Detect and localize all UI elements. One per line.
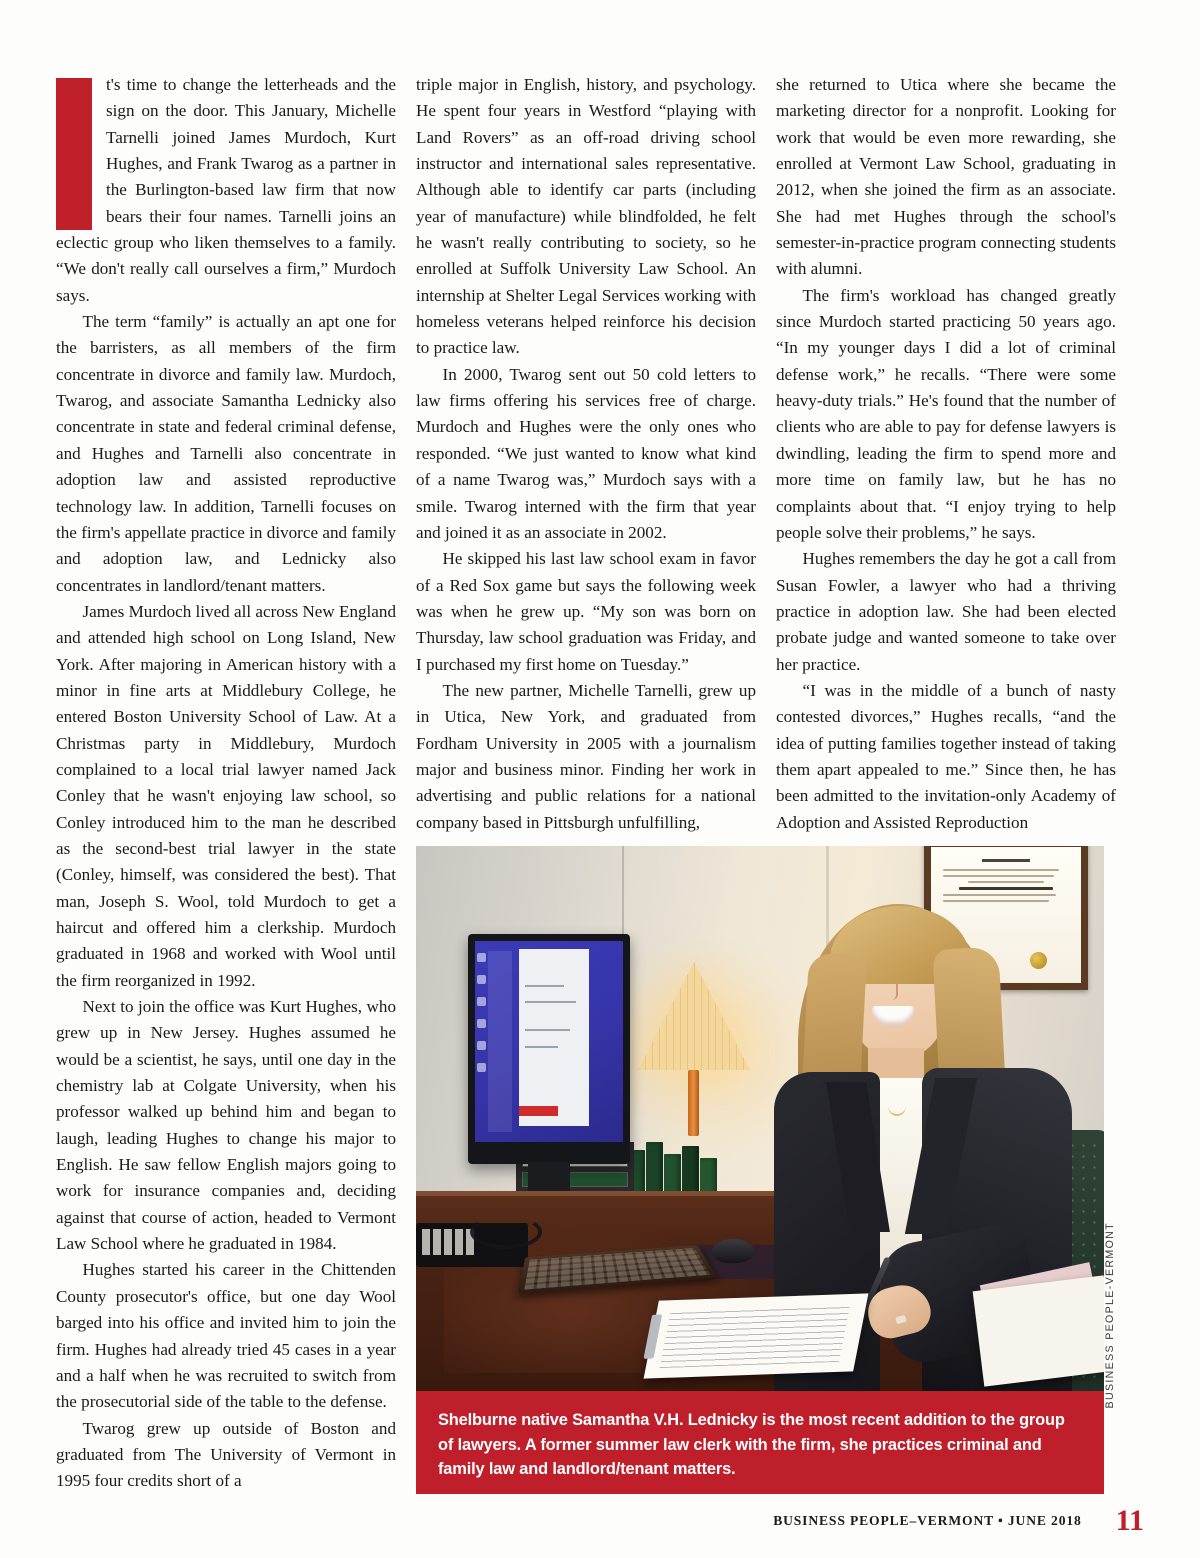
screen-icon — [477, 953, 486, 962]
column-left — [56, 72, 396, 1491]
paragraph: James Murdoch lived all across New England and attended high school on Long Island, New York. After majoring in American history with a minor in fine arts at Middlebury College, he entered Boston University School of Law. At a Christmas party in Middlebury, Murdoch complained to a local trial lawyer named Jack Conley that he wasn't enjoying law school, so Conley introduced him to the man he described as the second-best trial lawyer in the state (Conley, himself, was considered the best). That man, Joseph S. Wool, told Murdoch to get a haircut and offered him a clerkship. Murdoch graduated in 1968 and worked with Wool until the firm reorganized in 1992. — [56, 601, 396, 990]
column-right — [776, 72, 1116, 832]
screen-icon — [477, 1019, 486, 1028]
photograph — [416, 846, 1104, 1391]
monitor-screen — [475, 941, 623, 1142]
screen-icon — [477, 1041, 486, 1050]
screen-text-line — [525, 1001, 575, 1003]
page-footer — [0, 1488, 1200, 1558]
paragraph: Hughes remembers the day he got a call from Susan Fowler, a lawyer who had a thriving practice in adoption law. She had been elected probate judge and wanted someone to take over her practice. — [776, 549, 1116, 674]
computer-mouse — [712, 1239, 754, 1263]
footer-issue: JUNE 2018 — [1007, 1513, 1082, 1528]
article-figure — [416, 846, 1104, 1494]
paragraph: triple major in English, history, and psychology. He spent four years in Westford “playing with Land Rovers” as an off-road driving school instructor and international sales representative. Although able to identify car parts (including year of manufacture) while blindfolded, he felt he wasn't really contributing to society, so he enrolled at Suffolk University Law School. An internship at Shelter Legal Services working with homeless veterans helped reinforce his decision to practice law. — [416, 75, 756, 358]
drop-cap — [56, 78, 92, 230]
page-number: 11 — [1115, 1504, 1144, 1537]
necklace — [888, 1096, 906, 1116]
notepad — [644, 1293, 869, 1378]
photo-credit: BUSINESS PEOPLE-VERMONT — [1104, 1222, 1116, 1409]
computer-monitor — [468, 934, 630, 1164]
paper-stack — [973, 1275, 1104, 1386]
phone-keypad — [422, 1229, 476, 1255]
paragraph: The new partner, Michelle Tarnelli, grew up in Utica, New York, and graduated from Fordham University in 2005 with a journalism major and business minor. Finding her work in advertising and public relations for a national company based in Pittsburgh unfulfilling, — [416, 680, 756, 832]
nose — [886, 982, 898, 1000]
paragraph: He skipped his last law school exam in favor of a Red Sox game but says the following week was when he grew up. “My son was born on Thursday, law school graduation was Friday, and I purchased my first home on Tuesday.” — [416, 549, 756, 674]
paragraph: In 2000, Twarog sent out 50 cold letters to law firms offering his services free of charge. Murdoch and Hughes were the only ones who responded. “We just wanted to know what kind of a name Twarog was,” Murdoch says with a smile. Twarog interned with the firm that year and joined it as an associate in 2002. — [416, 364, 756, 542]
paragraph-text: t's time to change the letterheads and the sign on the door. This January, Michelle Tarnelli joined James Murdoch, Kurt Hughes, and Frank Twarog as a partner in the Burlington-based law firm that now bears their four names. Tarnelli joins an eclectic group who liken themselves to a family. “We don't really call ourselves a firm,” Murdoch says. — [56, 75, 396, 305]
diploma-heading — [982, 859, 1030, 862]
screen-highlight-bar — [519, 1106, 557, 1116]
paragraph: Hughes started his career in the Chittenden County prosecutor's office, but one day Wool barged into his office and invited him to join the firm. Hughes had already tried 45 cases in a year and a half when he was recruited to switch from the prosecutorial side of the table to the defense. — [56, 1260, 396, 1412]
screen-icon — [477, 975, 486, 984]
paragraph: Next to join the office was Kurt Hughes, who grew up in New Jersey. Hughes assumed he would be a scientist, he says, until one day in the chemistry lab at Colgate University, when his professor walked up behind him and began to laugh, leading Hughes to change his major to English. He saw fellow English majors going to work for insurance companies and, deciding against that course of action, headed to Vermont Law School where he graduated in 1984. — [56, 997, 396, 1254]
figure-caption-bar — [416, 1391, 1104, 1494]
footer-row — [773, 1506, 1144, 1536]
paragraph: she returned to Utica where she became the marketing director for a nonprofit. Looking for work that would be even more rewarding, she enrolled at Vermont Law School, graduating in 2012, when she joined the firm as an associate. She had met Hughes through the school's semester-in-practice program connecting students with alumni. — [776, 75, 1116, 279]
screen-text-line — [525, 1046, 558, 1048]
figure-caption-text: Shelburne native Samantha V.H. Lednicky is the most recent addition to the group of lawyers. A former summer law clerk with the firm, she practices criminal and family law and landlord/tenant matters. — [438, 1411, 1065, 1479]
phone-cord — [470, 1215, 542, 1249]
footer-publication: BUSINESS PEOPLE–VERMONT — [773, 1513, 994, 1528]
footer-separator: • — [998, 1513, 1004, 1528]
diploma-line — [943, 875, 1054, 877]
paragraph — [56, 72, 396, 309]
screen-icon — [477, 1063, 486, 1072]
screen-icon — [477, 997, 486, 1006]
screen-text-line — [525, 985, 563, 987]
footer-publication-line — [773, 1513, 1081, 1529]
paragraph: Twarog grew up outside of Boston and graduated from The University of Vermont in 1995 four credits short of a — [56, 1418, 396, 1491]
column-middle — [416, 72, 756, 832]
diploma-line — [943, 869, 1059, 871]
paragraph: The term “family” is actually an apt one for the barristers, as all members of the firm concentrate in divorce and family law. Murdoch, Twarog, and associate Samantha Lednicky also concentrate in state and federal criminal defense, and Hughes and Tarnelli also concentrate in adoption law and assisted reproductive technology law. In addition, Tarnelli focuses on the firm's appellate practice in divorce and family and adoption law, and Lednicky also concentrates in landlord/tenant matters. — [56, 312, 396, 595]
paragraph: “I was in the middle of a bunch of nasty contested divorces,” Hughes recalls, “and the idea of putting families together instead of taking them apart appealed to me.” Since then, he has been admitted to the invitation-only Academy of Adoption and Assisted Reproduction — [776, 680, 1116, 832]
screen-text-line — [525, 1029, 569, 1031]
paragraph: The firm's workload has changed greatly since Murdoch started practicing 50 years ago. “In my younger days I did a lot of criminal defense work,” he recalls. “There were some heavy-duty trials.” He's found that the number of clients who are able to pay for defense lawyers is dwindling, leading the firm to spend more and more time on family law, but he has no complaints about that. “I enjoy trying to help people solve their problems,” he says. — [776, 285, 1116, 542]
screen-document-window — [519, 949, 589, 1126]
screen-sidebar — [488, 951, 512, 1132]
desk-lamp-neck — [688, 1070, 699, 1136]
